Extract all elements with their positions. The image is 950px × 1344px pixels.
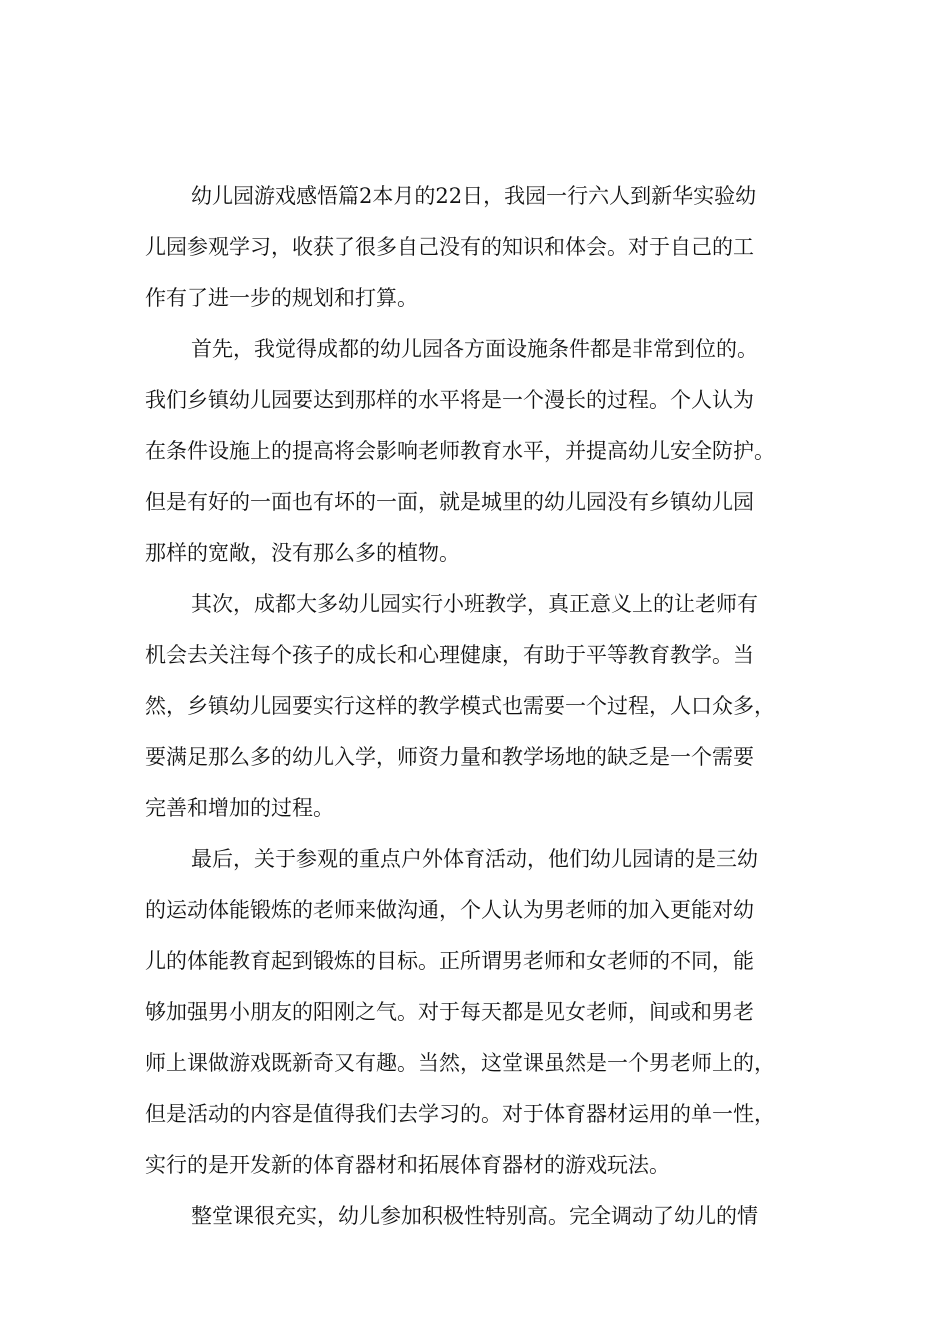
text-line: 要满足那么多的幼儿入学，师资力量和教学场地的缺乏是一个需要 bbox=[145, 745, 754, 769]
text-line: 在条件设施上的提高将会影响老师教育水平，并提高幼儿安全防护。 bbox=[145, 439, 775, 463]
text-line: 我们乡镇幼儿园要达到那样的水平将是一个漫长的过程。个人认为 bbox=[145, 388, 754, 412]
text-line: 但是活动的内容是值得我们去学习的。对于体育器材运用的单一性， bbox=[145, 1102, 775, 1126]
text-line: 然，乡镇幼儿园要实行这样的教学模式也需要一个过程，人口众多， bbox=[145, 694, 775, 718]
text-line: 作有了进一步的规划和打算。 bbox=[145, 286, 418, 310]
text-line: 整堂课很充实，幼儿参加积极性特别高。完全调动了幼儿的情 bbox=[191, 1204, 758, 1228]
text-line: 实行的是开发新的体育器材和拓展体育器材的游戏玩法。 bbox=[145, 1153, 670, 1177]
text-line: 其次，成都大多幼儿园实行小班教学，真正意义上的让老师有 bbox=[191, 592, 758, 616]
text-line: 的运动体能锻炼的老师来做沟通，个人认为男老师的加入更能对幼 bbox=[145, 898, 754, 922]
text-line: 首先，我觉得成都的幼儿园各方面设施条件都是非常到位的。 bbox=[191, 337, 758, 361]
text-line: 机会去关注每个孩子的成长和心理健康，有助于平等教育教学。当 bbox=[145, 643, 754, 667]
text-line: 完善和增加的过程。 bbox=[145, 796, 334, 820]
text-line: 幼儿园游戏感悟篇2本月的22日，我园一行六人到新华实验幼 bbox=[191, 184, 757, 208]
text-line: 儿园参观学习，收获了很多自己没有的知识和体会。对于自己的工 bbox=[145, 235, 754, 259]
text-line: 最后，关于参观的重点户外体育活动，他们幼儿园请的是三幼 bbox=[191, 847, 758, 871]
text-line: 师上课做游戏既新奇又有趣。当然，这堂课虽然是一个男老师上的， bbox=[145, 1051, 775, 1075]
text-line: 但是有好的一面也有坏的一面，就是城里的幼儿园没有乡镇幼儿园 bbox=[145, 490, 754, 514]
text-line: 那样的宽敞，没有那么多的植物。 bbox=[145, 541, 460, 565]
text-line: 儿的体能教育起到锻炼的目标。正所谓男老师和女老师的不同，能 bbox=[145, 949, 754, 973]
text-line: 够加强男小朋友的阳刚之气。对于每天都是见女老师，间或和男老 bbox=[145, 1000, 754, 1024]
